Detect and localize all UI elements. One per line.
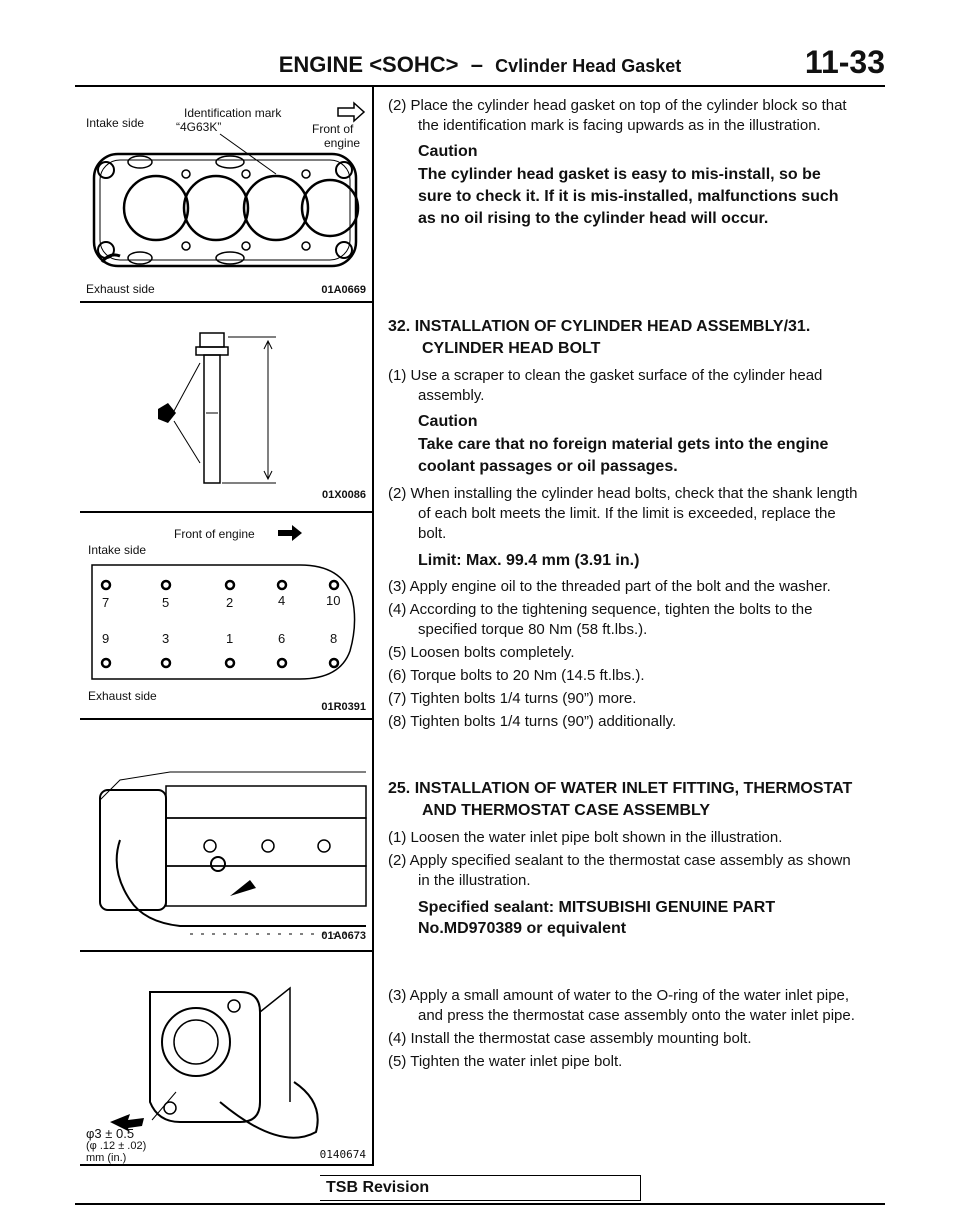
- step-3: (3) Apply a small amount of water to the O-ring of the water inlet pipe, and press the thermostat case assembly onto the water inlet pipe.: [388, 987, 855, 1024]
- limit-value: Limit: Max. 99.4 mm (3.91 in.): [418, 552, 640, 569]
- specified-sealant: Specified sealant: MITSUBISHI GENUINE PART No.MD970389 or equivalent: [418, 899, 776, 937]
- bolt-number: 1: [226, 631, 234, 646]
- bolt-number: 2: [226, 595, 234, 610]
- bolt-number: 4: [278, 593, 286, 608]
- illustration-column: [80, 86, 374, 1166]
- section-32: [388, 316, 858, 735]
- unit-label: mm (in.): [86, 1152, 127, 1164]
- step-2: (2) Place the cylinder head gasket on top of the cylinder block so that the identification mark is facing upwards as in the illustration.: [388, 97, 847, 134]
- step-8: (8) Tighten bolts 1/4 turns (90”) additionally.: [388, 713, 677, 730]
- section-heading: 25. INSTALLATION OF WATER INLET FITTING, THERMOSTAT AND THERMOSTAT CASE ASSEMBLY: [388, 780, 853, 819]
- tightening-sequence-figure: [80, 513, 372, 720]
- gasket-figure: [80, 86, 372, 303]
- step-5: (5) Loosen bolts completely.: [388, 644, 575, 661]
- section-25: [388, 778, 858, 945]
- identification-mark-value: “4G63K”: [176, 120, 222, 134]
- bolt-number: 7: [102, 595, 110, 610]
- intake-side-label: Intake side: [86, 116, 145, 130]
- title-subtitle: Cvlinder Head Gasket: [495, 56, 682, 76]
- bolt-figure: [80, 303, 372, 513]
- bolt-number: 6: [278, 631, 286, 646]
- thermostat-figure: [80, 720, 372, 952]
- step-4: (4) Install the thermostat case assembly mounting bolt.: [388, 1030, 752, 1047]
- caution-heading: Caution: [418, 413, 478, 430]
- title-main: ENGINE <SOHC>: [278, 52, 459, 77]
- title-dash: –: [470, 52, 483, 77]
- front-arrow-icon: [278, 525, 302, 541]
- caution-text: Take care that no foreign material gets into the engine coolant passages or oil passages.: [418, 436, 829, 475]
- tsb-revision-box: [320, 1175, 641, 1201]
- dimension-in: (φ .12 ± .02): [86, 1140, 147, 1152]
- gasket-instructions: [388, 96, 858, 236]
- bolt-number: 8: [330, 631, 338, 646]
- sequence-drawing: [80, 513, 372, 718]
- step-7: (7) Tighten bolts 1/4 turns (90”) more.: [388, 690, 637, 707]
- page-number: 11-33: [804, 44, 885, 80]
- thermostat-drawing: [80, 720, 372, 950]
- figure-code: 01X0086: [321, 489, 366, 501]
- engine-label: engine: [324, 136, 361, 150]
- step-1: (1) Loosen the water inlet pipe bolt shown in the illustration.: [388, 829, 783, 846]
- section-heading: 32. INSTALLATION OF CYLINDER HEAD ASSEMBLY/31. CYLINDER HEAD BOLT: [388, 318, 811, 357]
- bolt-drawing: [80, 303, 372, 511]
- oil-can-icon: [158, 403, 176, 423]
- tsb-revision-label: TSB Revision: [326, 1179, 430, 1196]
- page-header: [0, 0, 960, 85]
- identification-mark-label: Identification mark: [184, 106, 282, 120]
- figure-code: 0140674: [319, 1148, 366, 1161]
- front-arrow-icon: [338, 103, 364, 121]
- step-4: (4) According to the tightening sequence, tighten the bolts to the specified torque 80 Nm (58 ft.lbs.).: [388, 601, 813, 638]
- footer-rule: [75, 1203, 885, 1205]
- step-1: (1) Use a scraper to clean the gasket surface of the cylinder head assembly.: [388, 367, 823, 404]
- step-6: (6) Torque bolts to 20 Nm (14.5 ft.lbs.).: [388, 667, 645, 684]
- figure-code: 01R0391: [321, 701, 366, 713]
- bolt-number: 10: [326, 593, 341, 608]
- caution-heading: Caution: [418, 143, 478, 160]
- intake-side-label: Intake side: [88, 543, 147, 557]
- water-inlet-figure: [80, 952, 372, 1166]
- exhaust-side-label: Exhaust side: [86, 282, 155, 296]
- front-of-label: Front of: [312, 122, 354, 136]
- pointer-arrow-icon: [230, 880, 256, 896]
- caution-text: The cylinder head gasket is easy to mis-install, so be sure to check it. If it is mis-installed, malfunctions such as no oil rising to the cylinder head will occur.: [418, 166, 839, 227]
- bolt-number: 3: [162, 631, 170, 646]
- figure-code: 01A0669: [321, 284, 366, 296]
- bolt-number: 5: [162, 595, 170, 610]
- exhaust-side-label: Exhaust side: [88, 689, 157, 703]
- dimension-mm: φ3 ± 0.5: [86, 1126, 135, 1141]
- step-3: (3) Apply engine oil to the threaded part of the bolt and the washer.: [388, 578, 831, 595]
- gasket-drawing: [80, 86, 372, 301]
- step-2: (2) Apply specified sealant to the thermostat case assembly as shown in the illustration.: [388, 852, 851, 889]
- front-of-engine-label: Front of engine: [174, 527, 255, 541]
- step-5: (5) Tighten the water inlet pipe bolt.: [388, 1053, 623, 1070]
- bolt-number: 9: [102, 631, 110, 646]
- step-2: (2) When installing the cylinder head bolts, check that the shank length of each bolt meets the limit. If the limit is exceeded, replace the bolt.: [388, 485, 858, 542]
- section-25-continued: [388, 986, 858, 1075]
- figure-code: 01A0673: [321, 930, 366, 942]
